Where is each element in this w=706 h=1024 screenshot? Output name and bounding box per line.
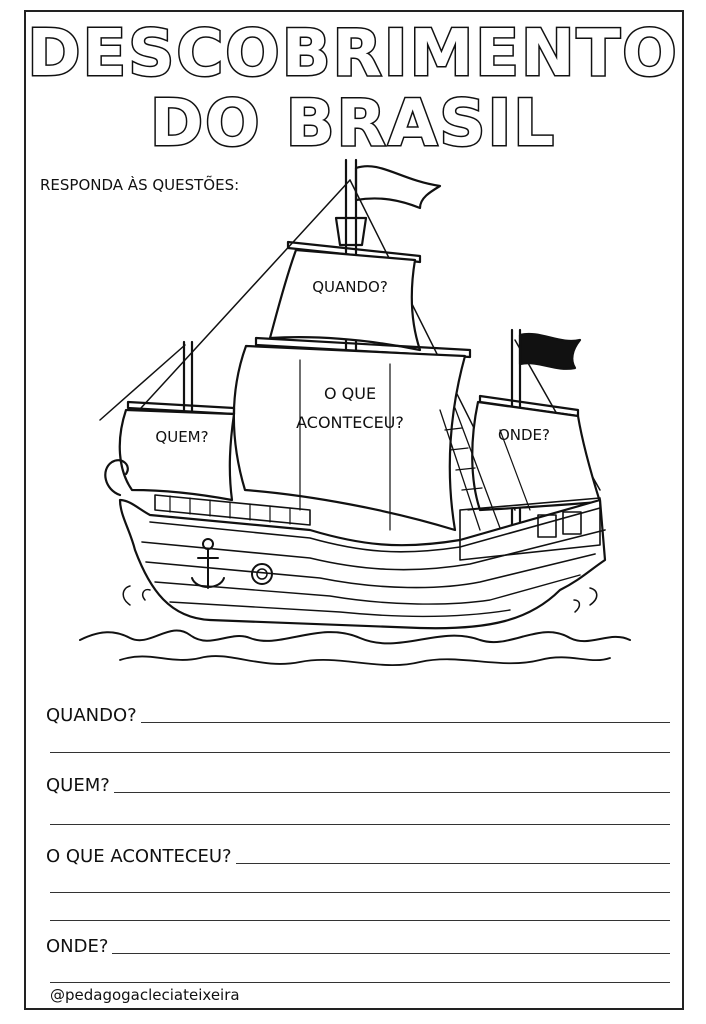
sail-label-left: QUEM? bbox=[155, 428, 209, 446]
instruction-text: RESPONDA ÀS QUESTÕES: bbox=[40, 176, 240, 194]
title-line-1: DESCOBRIMENTO bbox=[27, 17, 679, 91]
top-flag bbox=[356, 166, 440, 208]
answer-line[interactable] bbox=[50, 752, 670, 753]
left-sail bbox=[120, 410, 234, 500]
top-sail bbox=[270, 250, 420, 350]
black-flag bbox=[520, 334, 580, 369]
hull bbox=[120, 500, 605, 628]
sail-label-main-2: ACONTECEU? bbox=[296, 413, 404, 432]
answer-line[interactable] bbox=[114, 774, 670, 793]
right-sail bbox=[472, 402, 600, 510]
question-label: ONDE? bbox=[46, 936, 109, 957]
answer-line[interactable] bbox=[50, 920, 670, 921]
question-label: O QUE ACONTECEU? bbox=[46, 846, 232, 867]
title-line-2: DO BRASIL bbox=[149, 87, 557, 161]
question-onde bbox=[46, 935, 670, 957]
main-sail bbox=[234, 346, 465, 530]
question-quando bbox=[46, 704, 670, 726]
answer-line[interactable] bbox=[50, 892, 670, 893]
waves bbox=[80, 630, 630, 643]
sail-label-main-1: O QUE bbox=[323, 384, 377, 403]
answer-line[interactable] bbox=[50, 982, 670, 983]
question-o-que-aconteceu bbox=[46, 845, 670, 867]
question-label: QUEM? bbox=[46, 775, 110, 796]
author-credit: @pedagogacleciateixeira bbox=[50, 986, 240, 1004]
question-quem bbox=[46, 774, 670, 796]
answer-line[interactable] bbox=[50, 824, 670, 825]
caravel-ship-illustration bbox=[60, 150, 660, 710]
answer-line[interactable] bbox=[236, 845, 670, 864]
question-label: QUANDO? bbox=[46, 705, 137, 726]
answer-line[interactable] bbox=[141, 704, 670, 723]
sail-label-right: ONDE? bbox=[497, 426, 551, 444]
sail-label-top: QUANDO? bbox=[312, 278, 388, 296]
answer-line[interactable] bbox=[112, 935, 670, 954]
